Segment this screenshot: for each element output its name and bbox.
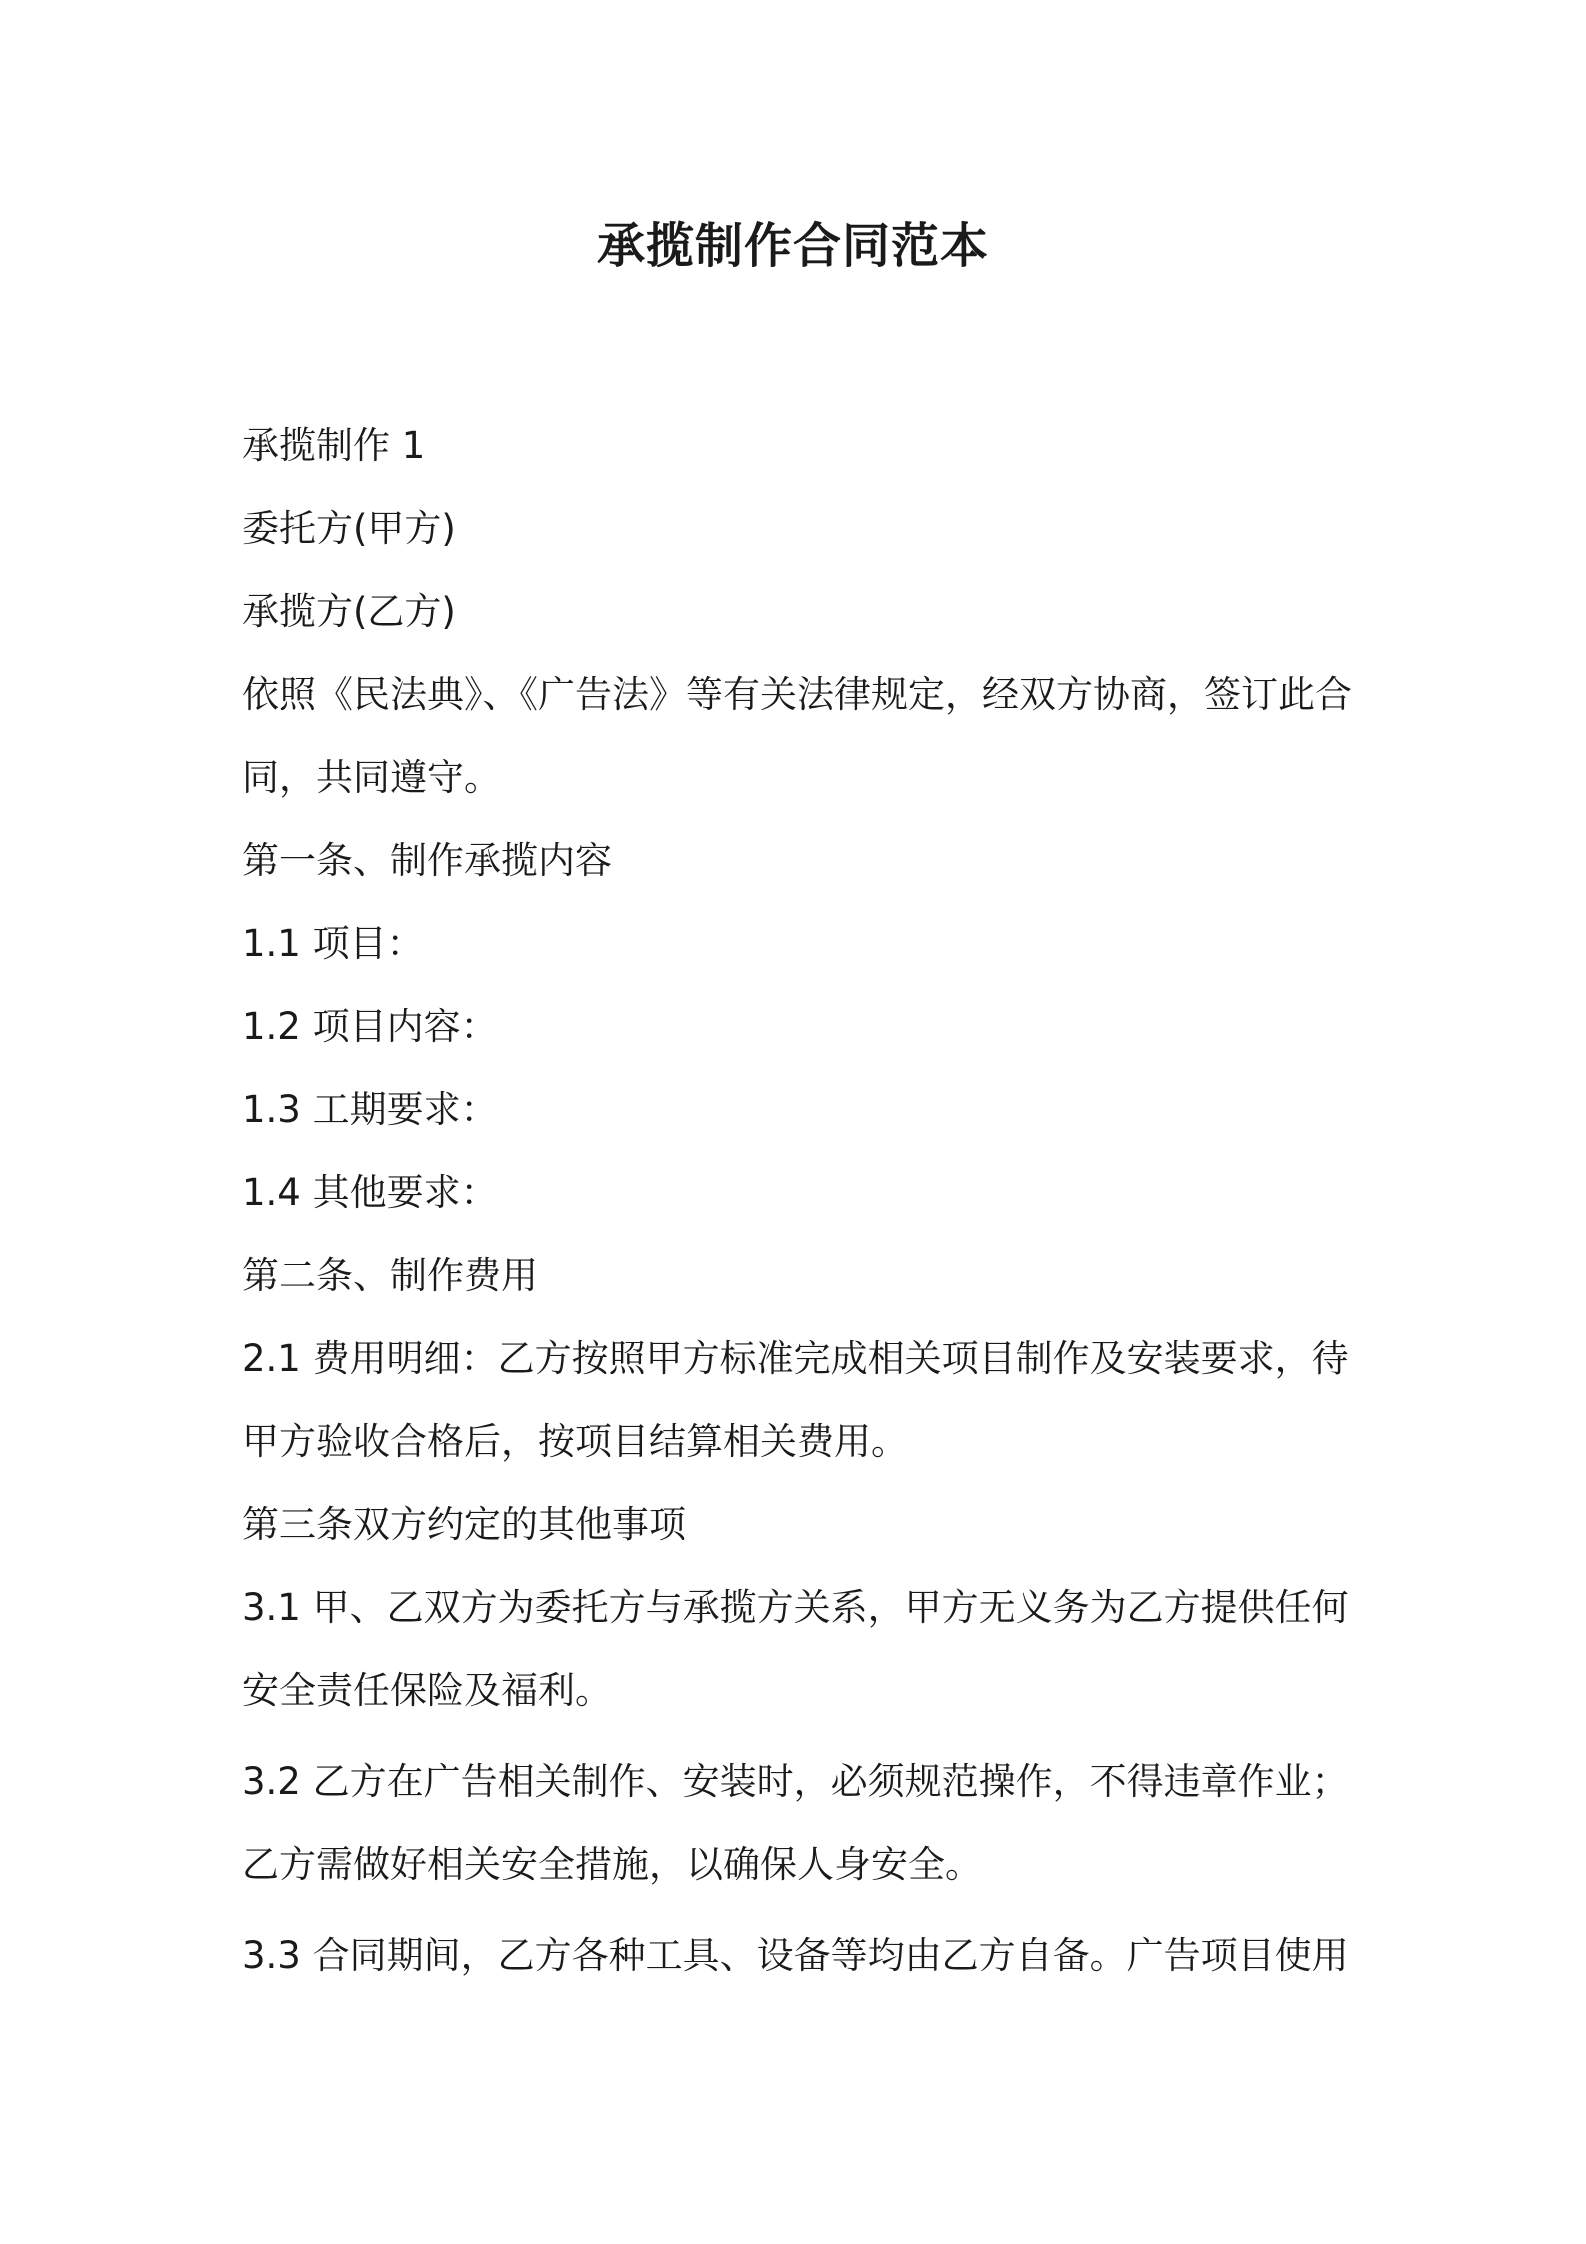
text-line: 3.2 乙方在广告相关制作、安装时，必须规范操作，不得违章作业； (242, 1760, 1349, 1803)
text-line: 1.2 项目内容： (242, 1005, 498, 1048)
text-line: 1.3 工期要求： (242, 1088, 498, 1131)
text-line: 1.1 项目： (242, 922, 424, 965)
text-line: 同，共同遵守。 (242, 756, 501, 799)
text-line: 安全责任保险及福利。 (242, 1669, 612, 1712)
text-line: 3.1 甲、乙双方为委托方与承揽方关系，甲方无义务为乙方提供任何 (242, 1586, 1349, 1629)
text-line: 2.1 费用明细：乙方按照甲方标准完成相关项目制作及安装要求，待 (242, 1337, 1349, 1380)
paragraph-gap (242, 1732, 1352, 1740)
text-line: 承揽制作 1 (242, 424, 426, 467)
text-line: 乙方需做好相关安全措施，以确保人身安全。 (242, 1843, 982, 1886)
paragraph-gap (242, 1906, 1352, 1914)
document-title: 承揽制作合同范本 (596, 218, 989, 274)
section-heading: 第二条、制作费用 (242, 1254, 538, 1297)
text-line: 委托方(甲方) (242, 507, 456, 550)
text-line: 甲方验收合格后，按项目结算相关费用。 (242, 1420, 908, 1463)
text-line: 1.4 其他要求： (242, 1171, 498, 1214)
section-heading: 第一条、制作承揽内容 (242, 839, 612, 882)
text-line: 依照《民法典》、《广告法》等有关法律规定，经双方协商，签订此合 (242, 673, 1352, 716)
document-body (242, 404, 1352, 1997)
section-heading: 第三条双方约定的其他事项 (242, 1503, 686, 1546)
text-line: 承揽方(乙方) (242, 590, 456, 633)
text-line: 3.3 合同期间，乙方各种工具、设备等均由乙方自备。广告项目使用 (242, 1934, 1349, 1977)
